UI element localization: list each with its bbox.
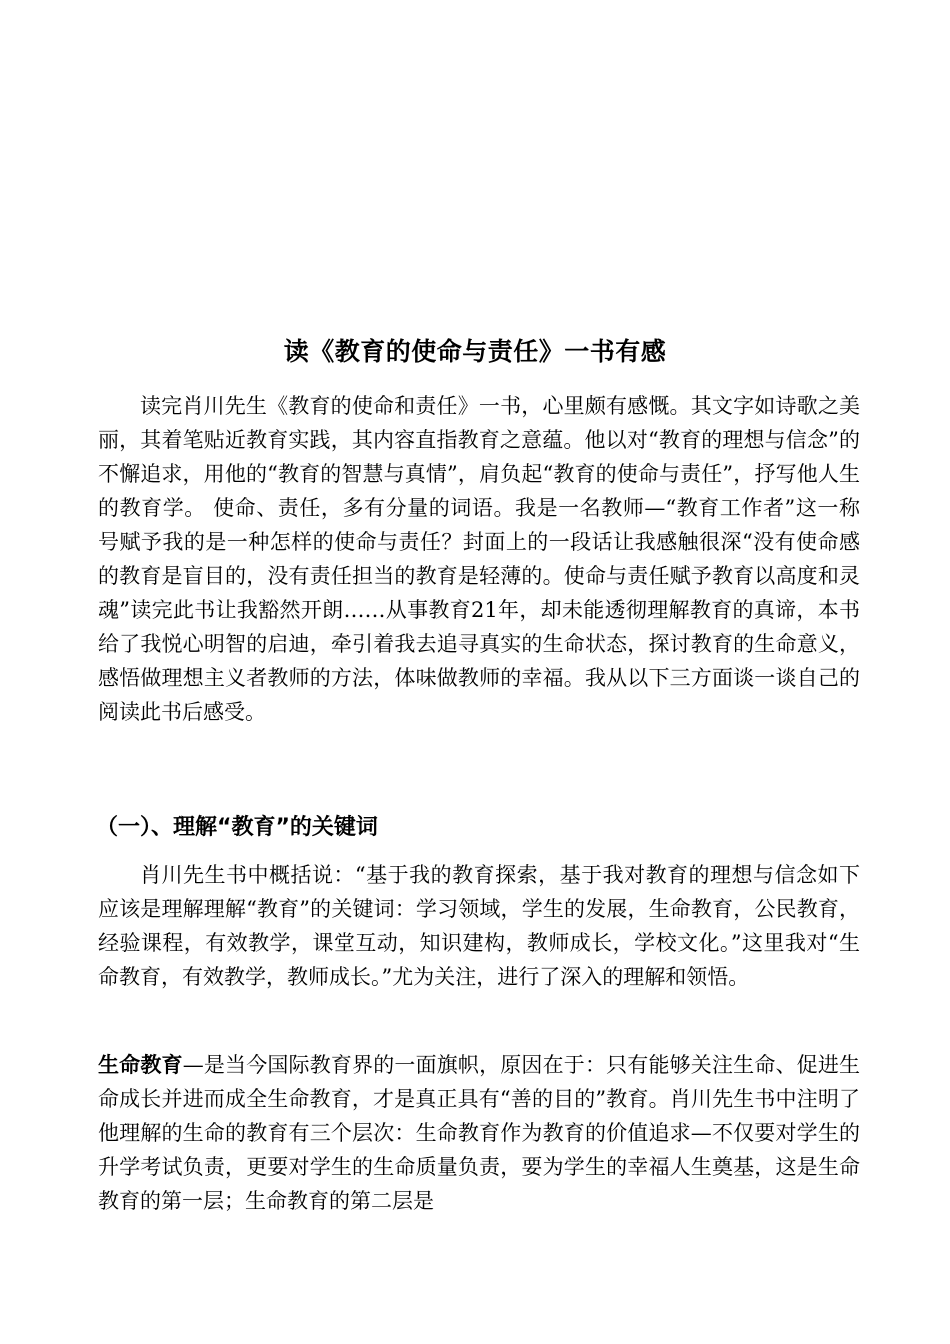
section-heading-keywords: （一）、理解“教育”的关键词 <box>96 815 378 840</box>
paragraph-intro: 读完肖川先生《教育的使命和责任》一书，心里颇有感慨。其文字如诗歌之美丽，其着笔贴近教育实践，其内容直指教育之意蕴。他以对“教育的理想与信念”的不懈追求，用他的“教育的智慧与真情”，肩负起“教育的使命与责任”，抒写他人生的教育学。 使命、责任，多有分量的词语。我是一名教师—“教育工作者”这一称号赋予我的是一种怎样的使命与责任？封面上的一段话让我感触很深“没有使命感的教育是盲目的，没有责任担当的教育是轻薄的。使命与责任赋予教育以高度和灵魂”读完此书让我豁然开朗……从事教育21年，却未能透彻理解教育的真谛，本书给了我悦心明智的启迪，牵引着我去追寻真实的生命状态，探讨教育的生命意义，感悟做理想主义者教师的方法，体味做教师的幸福。我从以下三方面谈一谈自己的阅读此书后感受。 <box>98 394 860 724</box>
life-education-term: 生命教育 <box>98 1053 183 1077</box>
paragraph-block <box>98 1048 860 1218</box>
paragraph-life-education <box>98 1048 860 1218</box>
paragraph-block <box>98 858 860 994</box>
paragraph-block <box>98 389 860 729</box>
life-education-text: —是当今国际教育界的一面旗帜，原因在于：只有能够关注生命、促进生命成长并进而成全生命教育，才是真正具有“善的目的”教育。肖川先生书中注明了他理解的生命的教育有三个层次：生命教育作为教育的价值追求—不仅要对学生的升学考试负责，更要对学生的生命质量负责，要为学生的幸福人生奠基，这是生命教育的第一层；生命教育的第二层是 <box>98 1053 860 1213</box>
paragraph-keywords: 肖川先生书中概括说：“基于我的教育探索，基于我对教育的理想与信念如下应该是理解理解“教育”的关键词：学习领域，学生的发展，生命教育，公民教育，经验课程，有效教学，课堂互动，知识建构，教师成长，学校文化。”这里我对“生命教育，有效教学，教师成长。”尤为关注，进行了深入的理解和领悟。 <box>98 863 860 989</box>
document-title: 读《教育的使命与责任》一书有感 <box>283 337 667 366</box>
